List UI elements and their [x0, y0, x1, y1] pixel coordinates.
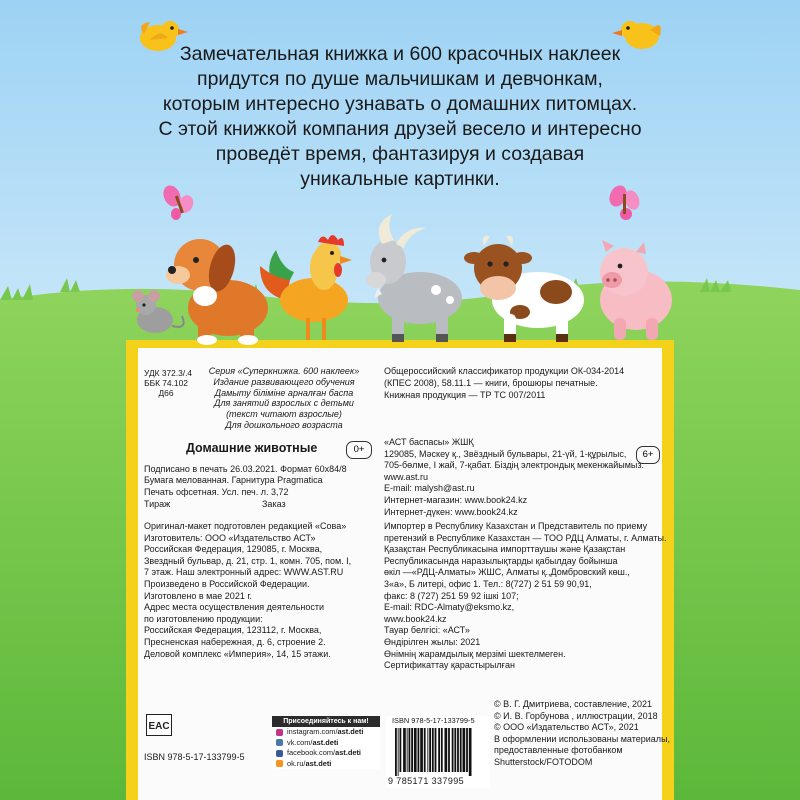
importer-line: претензий в Республике Казахстан — ТОО РДЦ Алматы, г. Алматы.	[384, 532, 667, 543]
age-rating-badge-kz: 6+	[636, 446, 660, 464]
print-details	[144, 464, 347, 498]
series-info	[194, 366, 374, 431]
age-rating-badge: 0+	[346, 441, 372, 459]
publisher-info	[144, 521, 351, 660]
classification-codes	[144, 368, 193, 399]
classifier-line: (КПЕС 2008), 58.11.1 — книги, брошюры печатные.	[384, 377, 598, 388]
social-link-handle: ast.deti	[305, 758, 332, 768]
print-line: Бумага мелованная. Гарнитура Pragmatica	[144, 475, 323, 486]
social-link-handle: ast.deti	[312, 737, 339, 747]
barcode-bar	[395, 728, 397, 776]
publisher-line: Изготовитель: ООО «Издательство АСТ»	[144, 532, 316, 543]
importer-line: Өндірілген жылы: 2021	[384, 636, 481, 647]
barcode-bar	[445, 728, 448, 772]
barcode-bar	[403, 728, 406, 772]
importer-line: Импортер в Республику Казахстан и Представитель по приему	[384, 521, 648, 531]
kz-publisher-line: www.ast.ru	[384, 471, 429, 482]
publisher-line: Деловой комплекс «Империя», 14, 15 этажи.	[144, 648, 331, 659]
social-header: Присоединяйтесь к нам!	[272, 716, 380, 727]
importer-line: Сертификаттау қарастырылған	[384, 660, 515, 671]
series-line: Для дошкольного возраста	[225, 419, 343, 430]
social-link-ok[interactable]	[272, 759, 380, 770]
series-line: (текст читают взрослые)	[226, 409, 342, 420]
barcode-bar	[420, 728, 423, 772]
barcode-bar	[457, 728, 459, 772]
series-line: Дамыту біліміне арналған баспа	[214, 387, 354, 398]
barcode-bar	[452, 728, 454, 772]
importer-line: Тауар белгісі: «АСТ»	[384, 625, 470, 636]
classifier-info	[384, 366, 624, 401]
barcode-bar	[400, 728, 402, 772]
importer-info	[384, 521, 667, 672]
barcode-bar	[411, 728, 413, 772]
importer-line: Қазақстан Республикасына импорттаушы және Қазақстан	[384, 544, 626, 555]
series-line: Для занятий взрослых с детьми	[214, 398, 354, 409]
description-line: проведёт время, фантазируя и создавая	[215, 143, 585, 165]
publisher-line: Адрес места осуществления деятельности	[144, 602, 325, 613]
book-title: Домашние животные	[186, 441, 318, 455]
eac-label: EAC	[148, 721, 170, 732]
importer-line: Республикасында наразылықтарды қабылдау бойынша	[384, 555, 618, 566]
bbk-code: ББК 74.102	[144, 378, 188, 389]
importer-line: факс: 8 (727) 251 59 92 ішкі 107;	[384, 590, 519, 601]
barcode-bar	[469, 728, 472, 776]
series-line: Серия «Суперкнижка. 600 наклеек»	[208, 366, 360, 376]
barcode-bar	[409, 728, 411, 772]
social-link-handle: ast.deti	[337, 727, 364, 736]
print-line: Подписано в печать 26.03.2021. Формат 60х84/8	[144, 464, 347, 474]
barcode-bar	[427, 728, 428, 772]
author-code: Д66	[158, 388, 174, 399]
barcode-bar	[463, 728, 466, 772]
description-line: Замечательная книжка и 600 красочных наклеек	[179, 43, 621, 65]
social-link-prefix: ok.ru/	[287, 758, 306, 768]
description-line: придутся по душе мальчишкам и девчонкам,	[197, 68, 603, 90]
kz-publisher-line: E-mail: malysh@ast.ru	[384, 483, 475, 494]
instagram-icon	[276, 729, 283, 736]
importer-line: 3«а», Б литері, офис 1. Тел.: 8(727) 2 51 59 90,91,	[384, 578, 592, 589]
credit-line: © ООО «Издательство АСТ», 2021	[494, 722, 639, 733]
kz-publisher-line: 129085, Мәскеу қ., Звёздный бульвары, 21-үй, 1-құрылыс,	[384, 448, 627, 459]
facebook-icon	[276, 750, 283, 757]
credits	[494, 699, 670, 769]
kz-publisher-line: 705-бөлме, I жай, 7-қабат. Біздің электрондық мекенжайымыз:	[384, 460, 645, 471]
classifier-line: Общероссийский классификатор продукции ОК-034-2014	[384, 366, 625, 376]
credit-line: предоставленные фотобанком	[494, 745, 623, 756]
barcode	[386, 716, 490, 788]
importer-line: www.book24.kz	[384, 613, 447, 624]
vk-icon	[276, 739, 283, 746]
publisher-line: Российская Федерация, 123112, г. Москва,	[144, 625, 322, 636]
barcode-digits: 9 785171 337995	[388, 776, 465, 786]
kz-publisher-line: Интернет-магазин: www.book24.kz	[384, 494, 528, 505]
barcode-bar	[454, 728, 456, 772]
classifier-line: Книжная продукция — ТР ТС 007/2011	[384, 389, 546, 400]
ok-icon	[276, 760, 283, 767]
publisher-line: Оригинал-макет подготовлен редакцией «Сова»	[144, 521, 347, 531]
social-link-facebook[interactable]	[272, 748, 380, 759]
credit-line: © И. В. Горбунова , иллюстрации, 2018	[494, 710, 658, 721]
barcode-bar	[438, 728, 440, 772]
social-link-handle: ast.deti	[335, 748, 361, 757]
barcode-bar	[418, 728, 420, 772]
importer-line: E-mail: RDC-Almaty@eksmo.kz,	[384, 602, 515, 613]
credit-line: В оформлении использованы материалы,	[494, 733, 670, 744]
importer-line: өкіл —«РДЦ-Алматы» ЖШС, Алматы қ.,Домбровский көш.,	[384, 567, 630, 578]
print-line: Печать офсетная. Усл. печ. л. 3,72	[144, 486, 289, 497]
order-label: Заказ	[262, 499, 286, 509]
publisher-line: Пресненская набережная, д. 6, строение 2.	[144, 636, 326, 647]
credit-line: © В. Г. Дмитриева, составление, 2021	[494, 699, 653, 709]
udk-code: УДК 372.3/.4	[144, 368, 193, 378]
barcode-bar	[429, 728, 431, 772]
barcode-bar	[414, 728, 417, 772]
kz-publisher-line: «АСТ баспасы» ЖШҚ	[384, 437, 474, 447]
description-line: уникальные картинки.	[300, 168, 500, 190]
series-line: Издание развивающего обучения	[213, 376, 355, 387]
social-link-vk[interactable]	[272, 738, 380, 749]
book-description	[120, 42, 680, 192]
credit-line: Shutterstock/FOTODOM	[494, 756, 593, 767]
barcode-bar	[448, 728, 450, 772]
barcode-bars	[394, 728, 484, 776]
barcode-bar	[460, 728, 462, 772]
barcode-bar	[432, 728, 434, 772]
barcode-bar	[441, 728, 443, 772]
tirage-label: Тираж	[144, 499, 171, 509]
publisher-line: Произведено в Российской Федерации.	[144, 578, 310, 589]
barcode-bar	[424, 728, 426, 772]
isbn-text: ISBN 978-5-17-133799-5	[144, 752, 245, 762]
importer-line: Өнімнің жарамдылық мерзімі шектелмеген.	[384, 648, 566, 659]
social-link-prefix: instagram.com/	[287, 727, 338, 736]
barcode-bar	[407, 728, 408, 772]
barcode-bar	[398, 728, 399, 776]
publisher-line: 7 этаж. Наш электронный адрес: WWW.AST.RU	[144, 567, 344, 578]
social-link-prefix: vk.com/	[287, 737, 313, 747]
description-line: С этой книжкой компания друзей весело и интересно	[158, 118, 642, 140]
publisher-line: по изготовлению продукции:	[144, 613, 263, 624]
publisher-line: Российская Федерация, 129085, г. Москва,	[144, 544, 323, 555]
publisher-line: Звездный бульвар, д. 21, стр. 1, комн. 705, пом. I,	[144, 555, 352, 566]
social-link-instagram[interactable]	[272, 727, 380, 738]
eac-mark-icon	[146, 714, 172, 736]
barcode-bar	[435, 728, 437, 772]
kz-publisher-info	[384, 437, 644, 518]
social-links-box	[272, 716, 380, 769]
kz-publisher-line: Интернет-дүкен: www.book24.kz	[384, 506, 518, 517]
description-line: которым интересно узнавать о домашних питомцах.	[162, 93, 638, 115]
barcode-isbn-label: ISBN 978-5-17-133799-5	[392, 716, 475, 725]
publisher-line: Изготовлено в мае 2021 г.	[144, 590, 253, 601]
barcode-bar	[466, 728, 468, 772]
social-link-prefix: facebook.com/	[287, 748, 336, 757]
